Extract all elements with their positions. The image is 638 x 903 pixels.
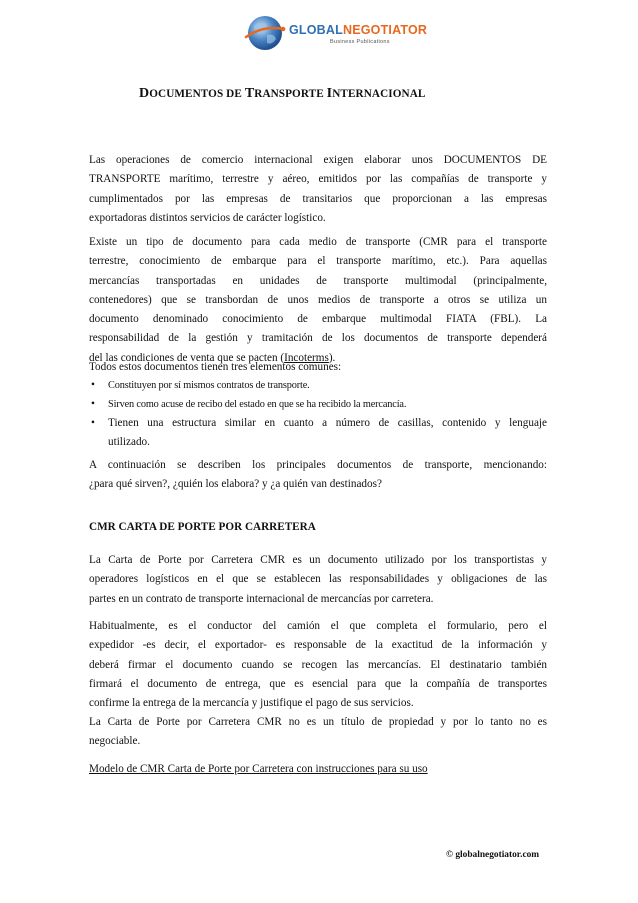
- document-title: DOCUMENTOS DE TRANSPORTE INTERNACIONAL: [139, 86, 426, 101]
- section-heading-cmr: CMR CARTA DE PORTE POR CARRETERA: [89, 521, 316, 533]
- intro-paragraph-4: A continuación se describen los principales documentos de transporte, mencionando: ¿para qué sirven?, ¿quién los elabora? y ¿a quién van destinados?: [89, 459, 547, 491]
- common-elements-list: [89, 376, 547, 452]
- bullet-icon: •: [91, 398, 95, 410]
- globe-icon: [243, 12, 287, 54]
- logo-wordmark: GLOBALNEGOTIATOR: [289, 23, 428, 37]
- cmr-model-link[interactable]: Modelo de CMR Carta de Porte por Carretera con instrucciones para su uso: [89, 763, 428, 775]
- list-item: • Sirven como acuse de recibo del estado en que se ha recibido la mercancía.: [89, 395, 547, 414]
- globalnegotiator-logo: [243, 12, 428, 54]
- copyright-footer: © globalnegotiator.com: [446, 850, 540, 860]
- cmr-model-paragraph: [89, 760, 547, 779]
- cmr-paragraph-3: La Carta de Porte por Carretera CMR no es un título de propiedad y por lo tanto no es negociable.: [89, 716, 547, 748]
- list-item: • Constituyen por sí mismos contratos de transporte.: [89, 376, 547, 395]
- incoterms-link[interactable]: Incoterms: [284, 351, 329, 364]
- intro-paragraph-2: Existe un tipo de documento para cada medio de transporte (CMR para el transporte terrestre, conocimiento de embarque para el transporte marítimo, etc.). Para aquellas mercancías transportadas en unidades de transporte multimodal (principalmente, contenedores) que se transbordan de unos medios de transporte a otros se utiliza un documento denominado conocimiento de embarque multimodal FIATA (FBL). La responsabilidad de la gestión y tramitación de los documentos de transporte dependerá del las condiciones de venta que se pacten (Incoterms).: [89, 236, 547, 364]
- cmr-paragraph-1: La Carta de Porte por Carretera CMR es un documento utilizado por los transportistas y operadores logísticos en el que se establecen las responsabilidades y obligaciones de las partes en un contrato de transporte internacional de mercancías por carretera.: [89, 554, 547, 605]
- list-item: • Tienen una estructura similar en cuanto a número de casillas, contenido y lenguaje utilizado.: [89, 414, 547, 452]
- intro-paragraph-3: Todos estos documentos tienen tres elementos comunes:: [89, 361, 342, 373]
- logo-tagline: Business Publications: [330, 39, 390, 45]
- bullet-icon: •: [91, 379, 95, 391]
- bullet-icon: •: [91, 417, 95, 429]
- intro-paragraph-1: Las operaciones de comercio internacional exigen elaborar unos DOCUMENTOS DE TRANSPORTE marítimo, terrestre y aéreo, emitidos por las compañías de transporte y cumplimentados por las empresas de transitarios que proporcionan a las empresas exportadoras distintos servicios de carácter logístico.: [89, 154, 547, 224]
- cmr-paragraph-2: Habitualmente, es el conductor del camión el que completa el formulario, pero el expedidor -es decir, el exportador- es responsable de la exactitud de la información y deberá firmar el documento cuando se recogen las mercancías. El destinatario también firmará el documento de entrega, que es esencial para que la compañía de transportes confirme la entrega de la mercancía y justifique el pago de sus servicios.: [89, 620, 547, 710]
